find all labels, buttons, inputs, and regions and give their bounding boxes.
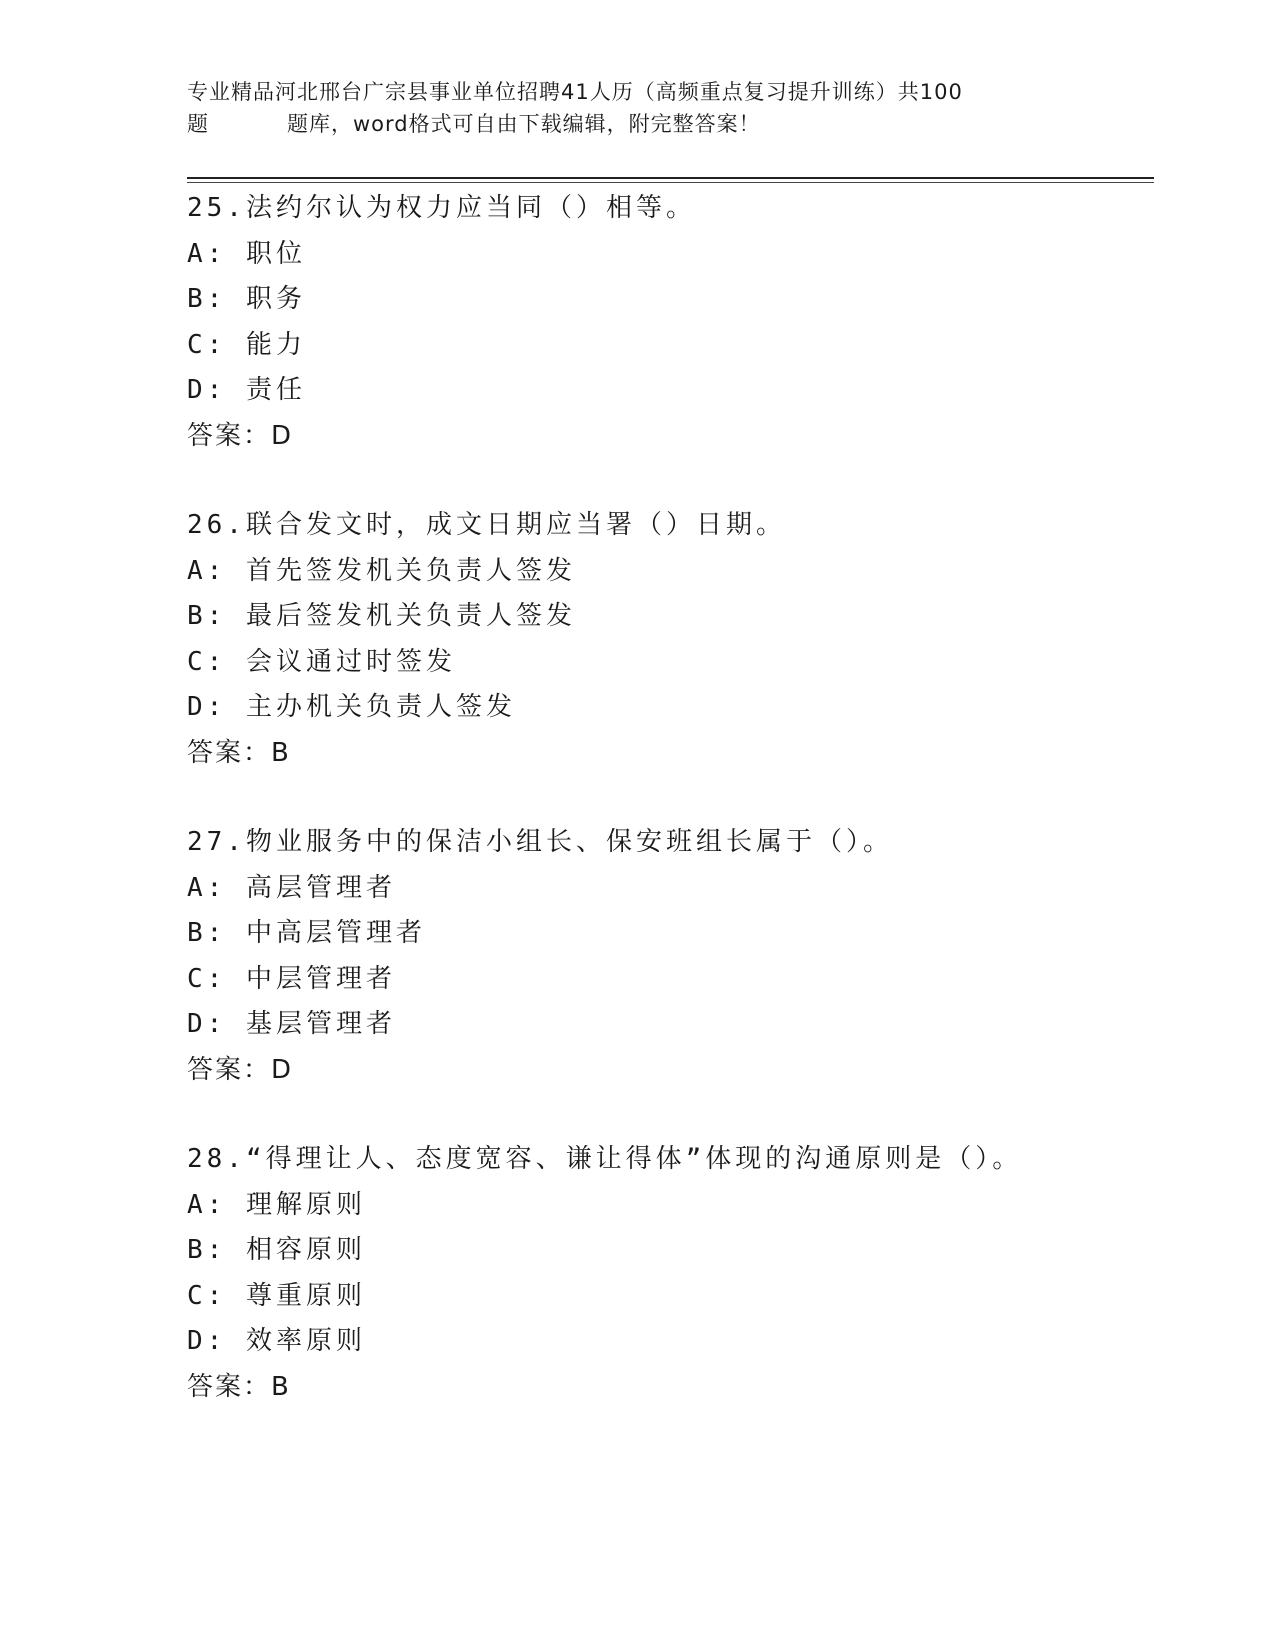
option-c: C: 会议通过时签发 bbox=[187, 646, 456, 677]
option-d: D: 责任 bbox=[187, 375, 306, 405]
header-divider-thick bbox=[187, 177, 1154, 179]
option-c: C: 尊重原则 bbox=[187, 1280, 366, 1311]
question-25 bbox=[187, 186, 1147, 459]
header-divider-thin bbox=[187, 182, 1154, 183]
header-title-line-2 bbox=[187, 108, 1087, 140]
question-stem: 27.物业服务中的保洁小组长、保安班组长属于（）。 bbox=[187, 827, 893, 857]
question-28 bbox=[187, 1137, 1147, 1410]
document-header bbox=[187, 76, 1087, 140]
header-title-line-2-rest: 题库，word格式可自由下载编辑，附完整答案！ bbox=[287, 112, 761, 136]
question-stem: 25.法约尔认为权力应当同（）相等。 bbox=[187, 193, 696, 223]
option-c: C: 中层管理者 bbox=[187, 963, 396, 994]
option-d: D: 效率原则 bbox=[187, 1326, 366, 1356]
answer-line: 答案：D bbox=[187, 420, 294, 451]
option-c: C: 能力 bbox=[187, 329, 306, 360]
option-a: A: 理解原则 bbox=[187, 1189, 366, 1220]
question-list bbox=[187, 186, 1147, 1454]
option-d: D: 基层管理者 bbox=[187, 1009, 396, 1039]
option-b: B: 最后签发机关负责人签发 bbox=[187, 601, 576, 631]
question-26 bbox=[187, 503, 1147, 776]
question-27 bbox=[187, 820, 1147, 1093]
option-a: A: 高层管理者 bbox=[187, 872, 396, 903]
question-stem: 28.“得理让人、态度宽容、谦让得体”体现的沟通原则是（）。 bbox=[187, 1144, 1023, 1174]
option-b: B: 相容原则 bbox=[187, 1235, 366, 1265]
answer-line: 答案：B bbox=[187, 737, 291, 768]
answer-line: 答案：B bbox=[187, 1371, 291, 1402]
option-a: A: 职位 bbox=[187, 238, 306, 269]
header-title-line-2-lead: 题 bbox=[187, 112, 209, 136]
option-b: B: 职务 bbox=[187, 284, 306, 314]
header-title-line-1: 专业精品河北邢台广宗县事业单位招聘41人历（高频重点复习提升训练）共100 bbox=[187, 80, 963, 104]
option-a: A: 首先签发机关负责人签发 bbox=[187, 555, 576, 586]
answer-line: 答案：D bbox=[187, 1054, 294, 1085]
option-d: D: 主办机关负责人签发 bbox=[187, 692, 516, 722]
question-stem: 26.联合发文时，成文日期应当署（）日期。 bbox=[187, 510, 786, 540]
option-b: B: 中高层管理者 bbox=[187, 918, 426, 948]
